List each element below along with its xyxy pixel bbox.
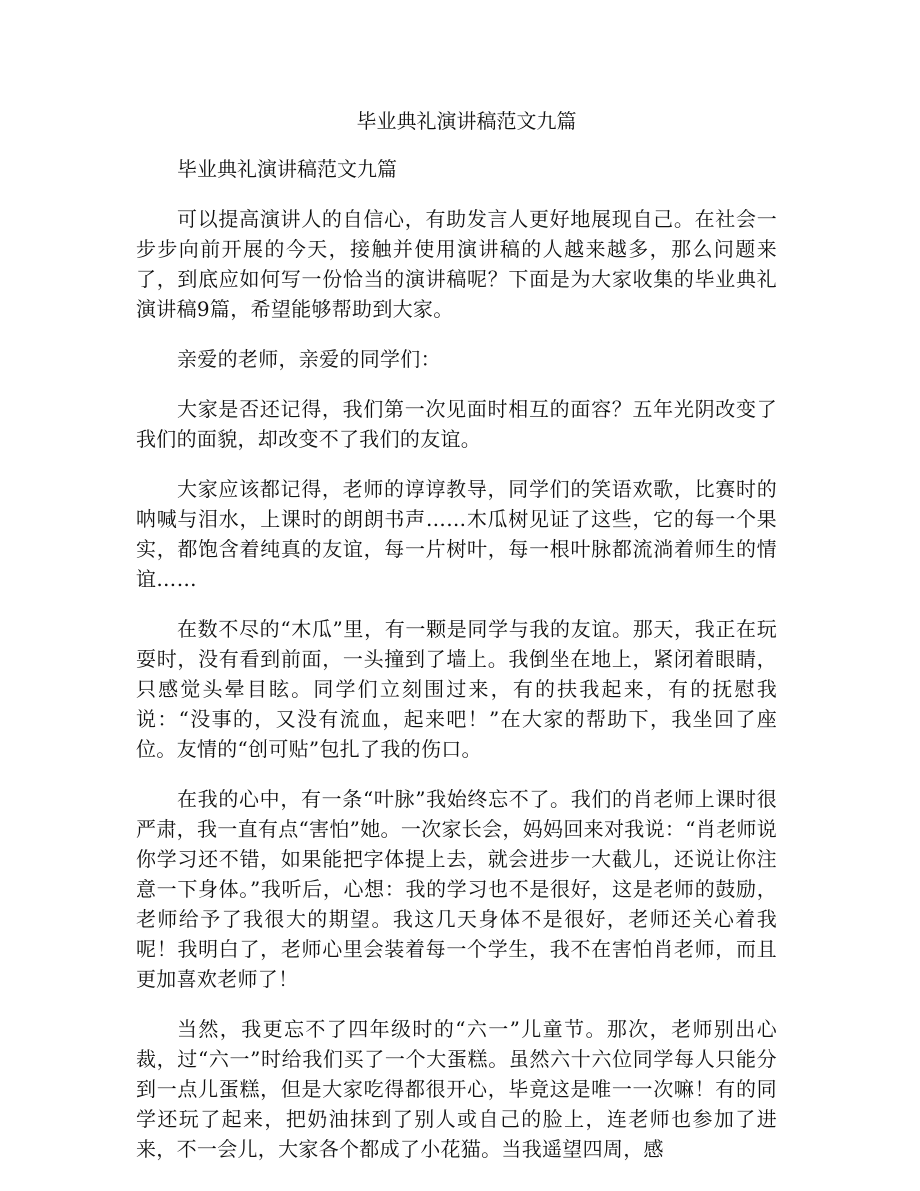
paragraph-memories: 大家是否还记得，我们第一次见面时相互的面容？五年光阴改变了我们的面貌，却改变不了我们的友谊。 [136, 397, 777, 451]
paragraph-salutation: 亲爱的老师，亲爱的同学们： [177, 347, 441, 371]
document-title: 毕业典礼演讲稿范文九篇 [356, 109, 577, 133]
document-subtitle: 毕业典礼演讲稿范文九篇 [177, 157, 397, 181]
document-body [136, 106, 777, 1164]
paragraph-intro: 可以提高演讲人的自信心，有助发言人更好地展现自己。在社会一步步向前开展的今天，接触并使用演讲稿的人越来越多，那么问题来了，到底应如何写一份恰当的演讲稿呢？下面是为大家收集的毕业典礼演讲稿9篇，希望能够帮助到大家。 [136, 207, 777, 321]
paragraph-friendship: 在数不尽的“木瓜”里，有一颗是同学与我的友谊。那天，我正在玩耍时，没有看到前面，一头撞到了墙上。我倒坐在地上，紧闭着眼睛，只感觉头晕目眩。同学们立刻围过来，有的扶我起来，有的抚慰我说：“没事的，又没有流血，起来吧！”在大家的帮助下，我坐回了座位。友情的“创可贴”包扎了我的伤口。 [136, 617, 777, 761]
paragraph-childrens-day: 当然，我更忘不了四年级时的“六一”儿童节。那次，老师别出心裁，过“六一”时给我们买了一个大蛋糕。虽然六十六位同学每人只能分到一点儿蛋糕，但是大家吃得都很开心，毕竟这是唯一一次嘛！有的同学还玩了起来，把奶油抹到了别人或自己的脸上，连老师也参加了进来，不一会儿，大家各个都成了小花猫。当我遥望四周，感 [136, 1017, 777, 1161]
paragraph-teacher: 在我的心中，有一条“叶脉”我始终忘不了。我们的肖老师上课时很严肃，我一直有点“害怕”她。一次家长会，妈妈回来对我说：“肖老师说你学习还不错，如果能把字体提上去，就会进步一大截儿，还说让你注意一下身体。”我听后，心想：我的学习也不是很好，这是老师的鼓励，老师给予了我很大的期望。我这几天身体不是很好，老师还关心着我呢！我明白了，老师心里会装着每一个学生，我不在害怕肖老师，而且更加喜欢老师了！ [136, 787, 777, 991]
paragraph-papaya-tree: 大家应该都记得，老师的谆谆教导，同学们的笑语欢歌，比赛时的呐喊与泪水，上课时的朗朗书声……木瓜树见证了这些，它的每一个果实，都饱含着纯真的友谊，每一片树叶，每一根叶脉都流淌着师生的情谊…… [136, 477, 777, 591]
